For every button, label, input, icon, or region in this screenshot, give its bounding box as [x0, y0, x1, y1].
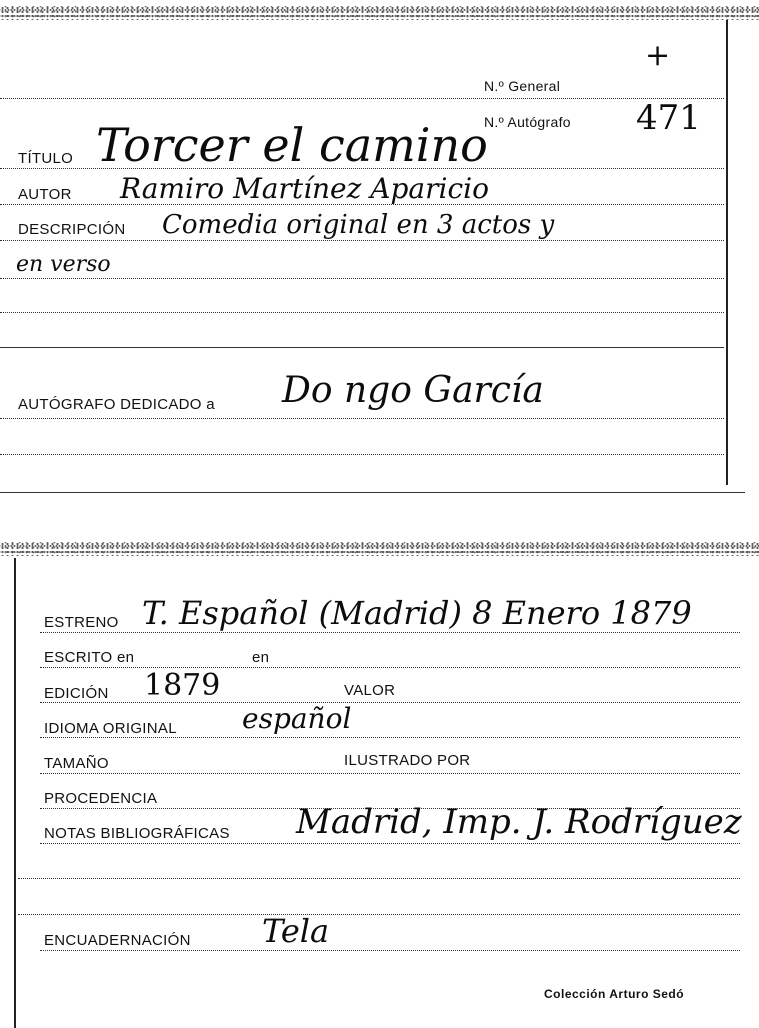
catalog-card-top — [0, 0, 759, 495]
label-encuadernacion: ENCUADERNACIÓN — [44, 932, 191, 949]
catalog-card-bottom — [0, 540, 759, 1028]
label-escrito-en: ESCRITO en — [44, 649, 135, 666]
ruled-line — [0, 454, 724, 455]
ruled-line — [18, 914, 740, 915]
value-notas-bibliograficas: Madrid, Imp. J. Rodríguez — [296, 802, 742, 842]
ruled-line — [40, 737, 740, 738]
label-autografo-dedicado: AUTÓGRAFO DEDICADO a — [18, 396, 215, 413]
ruled-line — [40, 950, 740, 951]
label-tamano: TAMAÑO — [44, 755, 109, 772]
scan-noise-edge — [0, 542, 759, 556]
ruled-line — [0, 240, 724, 241]
ruled-line — [0, 418, 724, 419]
card-right-border — [726, 20, 728, 485]
value-autografo-dedicado: Do ngo García — [282, 370, 544, 411]
ruled-line — [18, 878, 740, 879]
value-encuadernacion: Tela — [262, 912, 330, 950]
ruled-line — [40, 843, 740, 844]
label-titulo: TÍTULO — [18, 150, 74, 167]
ruled-line — [0, 278, 724, 279]
value-numero-autografo: 471 — [636, 98, 701, 138]
label-procedencia: PROCEDENCIA — [44, 790, 158, 807]
card-left-border — [14, 558, 16, 1028]
value-autor: Ramiro Martínez Aparicio — [120, 172, 489, 205]
value-titulo: Torcer el camino — [96, 118, 488, 172]
label-notas-bibliograficas: NOTAS BIBLIOGRÁFICAS — [44, 825, 230, 842]
value-descripcion-line1: Comedia original en 3 actos y — [162, 210, 555, 240]
footer-collection: Colección Arturo Sedó — [544, 987, 685, 1001]
value-idioma-original: español — [242, 702, 352, 735]
label-numero-autografo: N.º Autógrafo — [484, 114, 571, 130]
ruled-line — [0, 98, 724, 99]
value-descripcion-line2: en verso — [16, 252, 111, 277]
label-idioma-original: IDIOMA ORIGINAL — [44, 720, 177, 737]
label-estreno: ESTRENO — [44, 614, 119, 631]
value-estreno: T. Español (Madrid) 8 Enero 1879 — [142, 594, 692, 632]
label-descripcion: DESCRIPCIÓN — [18, 221, 126, 238]
ruled-line — [40, 632, 740, 633]
ruled-line — [0, 312, 724, 313]
card-bottom-border — [0, 492, 745, 493]
label-ilustrado-por: ILUSTRADO POR — [344, 752, 471, 769]
ruled-line — [40, 773, 740, 774]
label-valor: VALOR — [344, 682, 396, 699]
label-numero-general: N.º General — [484, 78, 561, 94]
value-numero-general: + — [645, 38, 671, 73]
label-edicion: EDICIÓN — [44, 685, 109, 702]
label-autor: AUTOR — [18, 186, 72, 203]
scan-noise-edge — [0, 6, 759, 20]
label-escrito-en-2: en — [252, 649, 270, 666]
value-edicion: 1879 — [144, 668, 221, 703]
ruled-line — [0, 347, 724, 348]
